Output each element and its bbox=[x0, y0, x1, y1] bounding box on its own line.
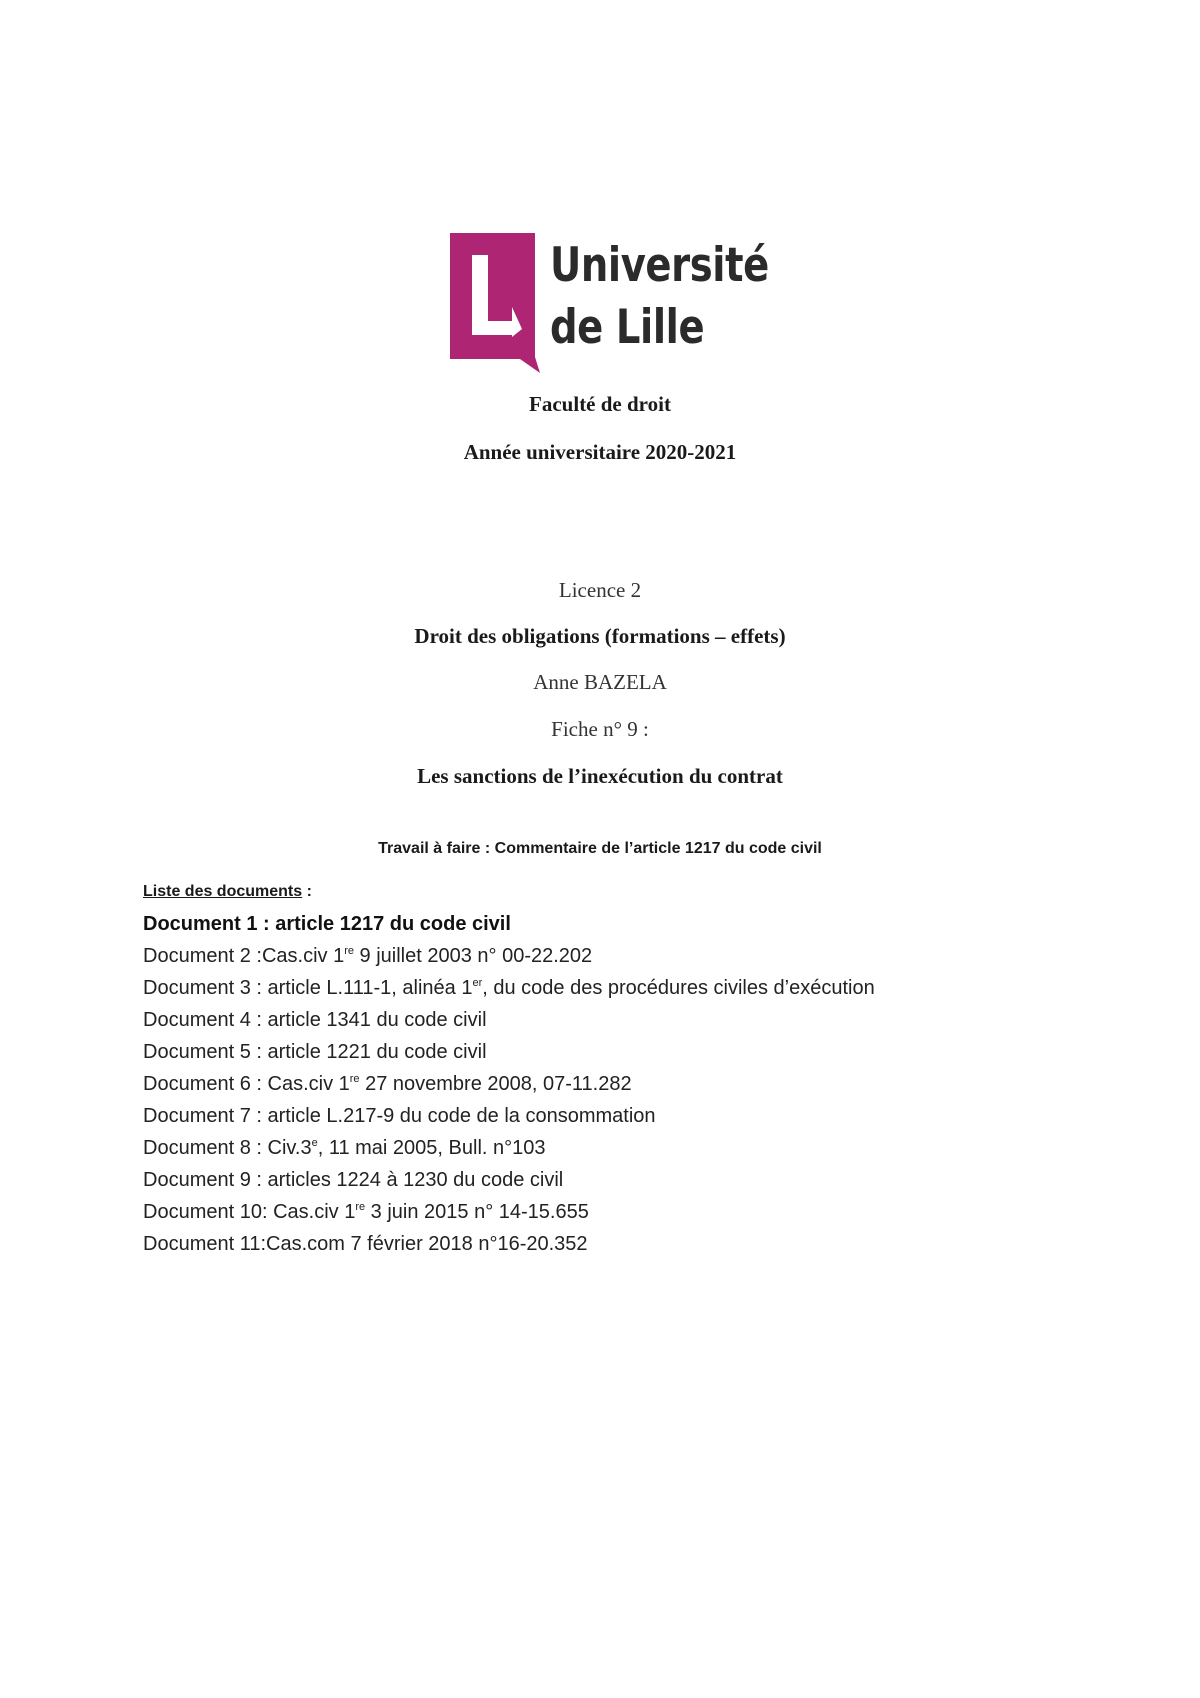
list-item: Document 10: Cas.civ 1re 3 juin 2015 n° 14-15.655 bbox=[143, 1201, 589, 1223]
logo-line-2: de Lille bbox=[550, 300, 705, 355]
list-item: Document 2 :Cas.civ 1re 9 juillet 2003 n° 00-22.202 bbox=[143, 945, 593, 967]
assignment-instructions: Travail à faire : Commentaire de l’article 1217 du code civil bbox=[378, 840, 822, 857]
university-logo bbox=[450, 233, 769, 373]
document-list-heading-colon: : bbox=[302, 883, 312, 900]
list-item: Document 11:Cas.com 7 février 2018 n°16-20.352 bbox=[143, 1233, 588, 1255]
list-item: Document 7 : article L.217-9 du code de la consommation bbox=[143, 1105, 656, 1127]
document-list bbox=[143, 908, 875, 1260]
faculty-name: Faculté de droit bbox=[529, 392, 671, 416]
document-list-heading bbox=[143, 883, 312, 901]
list-item: Document 4 : article 1341 du code civil bbox=[143, 1009, 487, 1031]
list-item: Document 1 : article 1217 du code civil bbox=[143, 913, 511, 935]
fiche-topic: Les sanctions de l’inexécution du contrat bbox=[417, 764, 783, 788]
universite-de-lille-shield-icon bbox=[450, 233, 540, 373]
teacher-name: Anne BAZELA bbox=[533, 670, 667, 694]
logo-wordmark bbox=[550, 235, 769, 359]
list-item: Document 5 : article 1221 du code civil bbox=[143, 1041, 487, 1063]
list-item: Document 3 : article L.111-1, alinéa 1er, du code des procédures civiles d’exécution bbox=[143, 977, 875, 999]
course-title: Droit des obligations (formations – effets) bbox=[414, 624, 786, 648]
list-item: Document 6 : Cas.civ 1re 27 novembre 2008, 07-11.282 bbox=[143, 1073, 632, 1095]
document-list-heading-label: Liste des documents bbox=[143, 883, 303, 900]
course-level: Licence 2 bbox=[558, 578, 642, 602]
list-item: Document 8 : Civ.3e, 11 mai 2005, Bull. n°103 bbox=[143, 1137, 546, 1159]
fiche-number: Fiche n° 9 : bbox=[551, 717, 649, 741]
academic-year: Année universitaire 2020-2021 bbox=[463, 440, 737, 464]
list-item: Document 9 : articles 1224 à 1230 du code civil bbox=[143, 1169, 564, 1191]
logo-line-1: Université bbox=[550, 238, 769, 293]
